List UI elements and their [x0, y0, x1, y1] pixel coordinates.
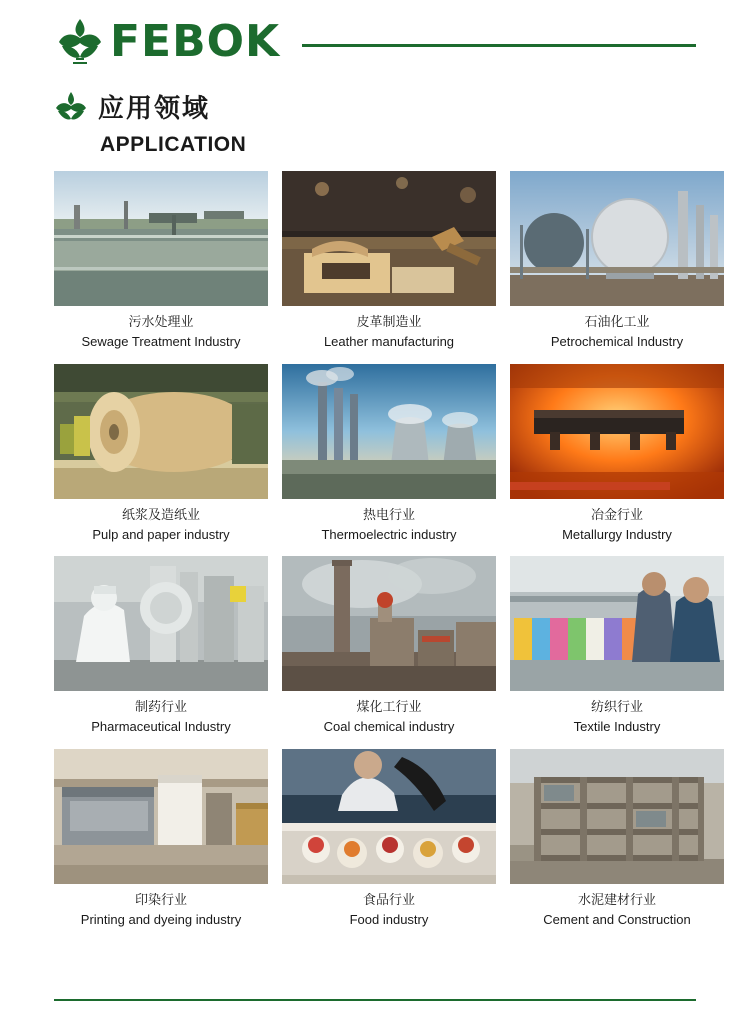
coal-chemical-plant-photo: [282, 556, 496, 691]
section-title-block: [0, 66, 750, 157]
thermal-power-plant-photo: [282, 364, 496, 499]
caption-en: Petrochemical Industry: [550, 333, 684, 349]
application-card[interactable]: [54, 364, 268, 555]
application-card[interactable]: [282, 556, 496, 747]
application-caption: [282, 884, 496, 940]
application-card[interactable]: [54, 171, 268, 362]
header-divider: [302, 44, 696, 47]
caption-en: Pharmaceutical Industry: [91, 719, 231, 735]
page-subtitle: APPLICATION: [100, 133, 247, 156]
application-caption: [510, 499, 724, 555]
application-card[interactable]: [510, 364, 724, 555]
application-card[interactable]: [510, 171, 724, 362]
molten-metal-furnace-photo: [510, 364, 724, 499]
section-title-row: [54, 88, 696, 125]
caption-cn: 食品行业: [362, 893, 415, 909]
caption-cn: 冶金行业: [590, 507, 643, 523]
textile-dye-machine-photo: [510, 556, 724, 691]
application-caption: [54, 499, 268, 555]
caption-cn: 污水处理业: [128, 315, 194, 330]
caption-cn: 皮革制造业: [356, 315, 422, 330]
application-card[interactable]: [510, 556, 724, 747]
footer-divider: [54, 999, 696, 1001]
caption-en: Sewage Treatment Industry: [81, 333, 241, 349]
application-card[interactable]: [510, 749, 724, 940]
caption-en: Leather manufacturing: [323, 333, 455, 349]
caption-cn: 印染行业: [134, 893, 187, 909]
caption-en: Pulp and paper industry: [92, 526, 230, 542]
pharmaceutical-cleanroom-photo: [54, 556, 268, 691]
caption-en: Cement and Construction: [543, 911, 691, 927]
leaf-bullet-icon: [54, 90, 88, 124]
application-card[interactable]: [54, 556, 268, 747]
caption-cn: 煤化工行业: [356, 700, 422, 716]
leather-workshop-photo: [282, 171, 496, 306]
page-header: [0, 0, 750, 66]
application-card[interactable]: [282, 171, 496, 362]
caption-cn: 制药行业: [134, 700, 187, 716]
caption-cn: 纺织行业: [590, 700, 643, 716]
brand-title: FEBOK: [110, 16, 281, 67]
caption-en: Food industry: [349, 911, 429, 927]
caption-cn: 水泥建材行业: [577, 893, 656, 909]
caption-en: Textile Industry: [573, 719, 661, 735]
sewage-treatment-plant-photo: [54, 171, 268, 306]
caption-en: Coal chemical industry: [323, 719, 455, 735]
food-catering-photo: [282, 749, 496, 884]
caption-cn: 热电行业: [362, 507, 415, 523]
application-card[interactable]: [282, 364, 496, 555]
application-caption: [282, 499, 496, 555]
printing-dyeing-line-photo: [54, 749, 268, 884]
application-card[interactable]: [282, 749, 496, 940]
concrete-building-frame-photo: [510, 749, 724, 884]
application-caption: [54, 691, 268, 747]
application-caption: [510, 691, 724, 747]
paper-roll-machine-photo: [54, 364, 268, 499]
caption-en: Thermoelectric industry: [321, 526, 457, 542]
application-caption: [282, 306, 496, 362]
application-caption: [510, 306, 724, 362]
caption-cn: 纸浆及造纸业: [121, 507, 200, 523]
application-caption: [282, 691, 496, 747]
page-title: 应用领域: [98, 94, 211, 124]
application-grid: [54, 171, 696, 940]
application-caption: [54, 306, 268, 362]
petrochemical-tanks-photo: [510, 171, 724, 306]
caption-en: Printing and dyeing industry: [80, 911, 242, 927]
caption-cn: 石油化工业: [584, 315, 650, 330]
application-caption: [510, 884, 724, 940]
application-caption: [54, 884, 268, 940]
leaf-logo-icon: [54, 16, 106, 68]
application-card[interactable]: [54, 749, 268, 940]
caption-en: Metallurgy Industry: [562, 526, 672, 542]
